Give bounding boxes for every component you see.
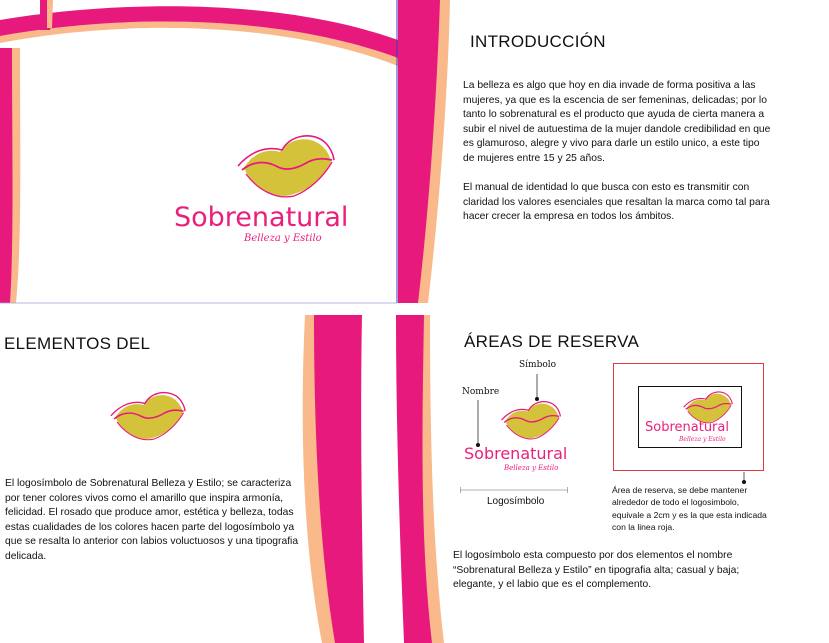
logo-name-small: Sobrenatural bbox=[464, 444, 568, 463]
label-name: Nombre bbox=[462, 387, 500, 397]
logo-name: Sobrenatural bbox=[174, 202, 349, 233]
band-bottom-left bbox=[303, 315, 364, 643]
reserve-title: ÁREAS DE RESERVA bbox=[464, 332, 640, 351]
intro-paragraph-2: El manual de identidad lo que busca con esto es transmitir con claridad los valores esenciales que resaltan la marca como tal para hacer crecer la empresa en todos los ámbitos. bbox=[463, 182, 770, 223]
main-logo bbox=[170, 130, 349, 255]
logosymbol-measure-line bbox=[460, 486, 570, 494]
lips-icon bbox=[236, 130, 336, 205]
elements-description: El logosímbolo de Sobrenatural Belleza y Estilo; se caracteriza por tener colores vivos como el amarillo que inspira armonía, felicidad. El rosado que produce amor, estética y belleza, todas estas cualidades de los colores hacen parte del logosímbolo ya que se resalta lo anterior con labios voluctuosos y una tipografia delicada. bbox=[5, 478, 299, 562]
logo-tagline-reserve: Belleza y Estilo bbox=[679, 436, 726, 443]
reserve-description: El logosímbolo esta compuesto por dos elementos el nombre “Sobrenatural Belleza y Estilo” en tipografia alta; casual y baja; elegante, y el labio que es el complemento. bbox=[453, 550, 740, 591]
logo-tagline-small: Belleza y Estilo bbox=[504, 464, 559, 472]
reserve-logo bbox=[462, 398, 572, 480]
reserve-area-box bbox=[613, 363, 764, 471]
logo-tagline: Belleza y Estilo bbox=[244, 233, 322, 244]
intro-paragraph-1: La belleza es algo que hoy en dia invade de forma positiva a las mujeres, ya que es la escencia de ser femeninas, delicadas; por lo tanto lo sobrenatural es el producto que ayuda de cierta manera a subir el nivel de autuestima de la mujer dandole credibilidad en que es glamuroso, alegre y vivo para darle un estilo unico, a este tipo de mujeres entre 15 y 25 años. bbox=[463, 80, 771, 164]
lips-icon bbox=[500, 398, 562, 444]
band-top-left bbox=[0, 48, 20, 303]
lips-icon bbox=[107, 388, 189, 446]
intro-title: INTRODUCCIÓN bbox=[470, 32, 606, 51]
reserve-inner-box bbox=[638, 386, 742, 448]
band-bottom-right bbox=[396, 315, 444, 643]
elements-title: ELEMENTOS DEL bbox=[4, 334, 151, 353]
label-logosymbol: Logosímbolo bbox=[487, 496, 545, 507]
logo-name-reserve: Sobrenatural bbox=[645, 420, 729, 435]
swoosh-top-left bbox=[0, 0, 398, 66]
reserve-note: Área de reserva, se debe mantener alrededor de todo el logosimbolo, equivale a 2cm y es la que esta indicada con la linea roja. bbox=[612, 485, 767, 533]
label-symbol: Símbolo bbox=[519, 360, 557, 370]
band-top-middle bbox=[398, 0, 450, 303]
